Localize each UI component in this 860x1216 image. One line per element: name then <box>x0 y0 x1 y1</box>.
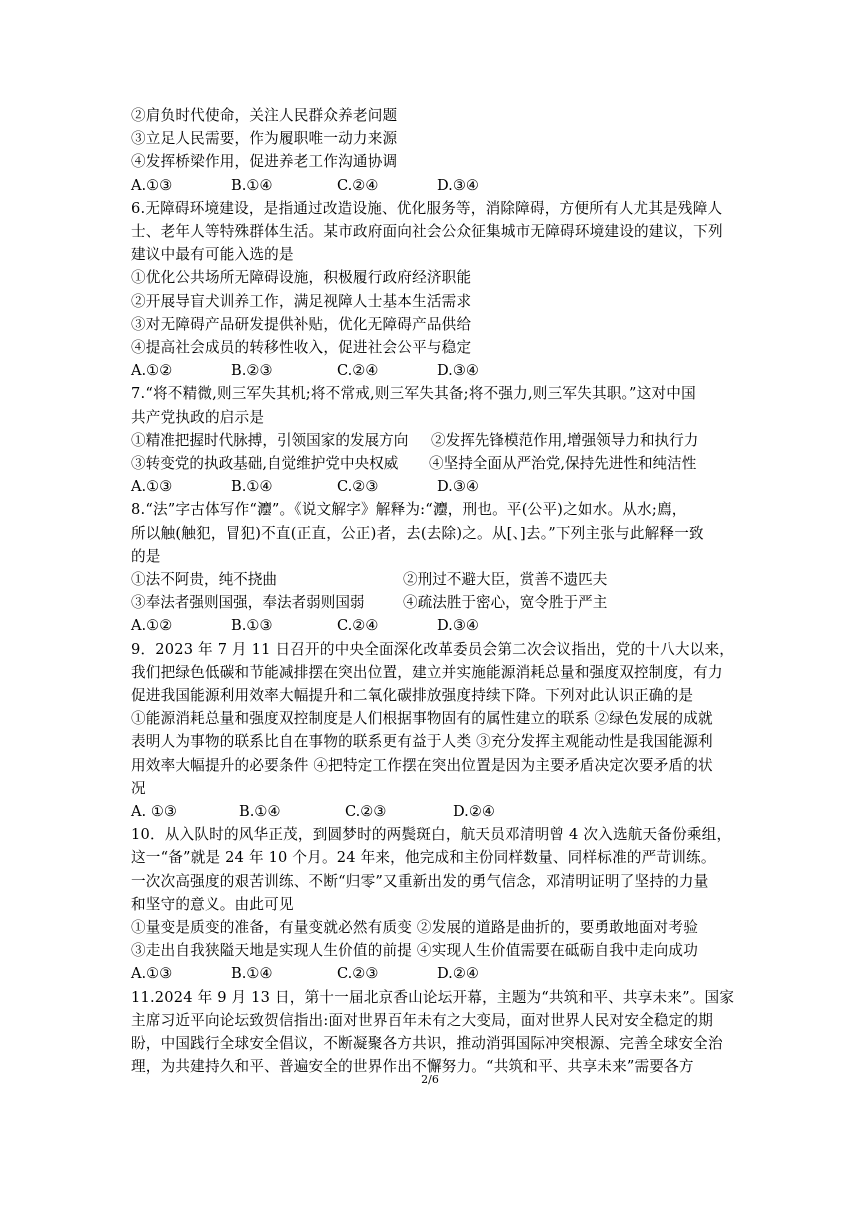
statement-left: ③转变党的执政基础,自觉维护党中央权威 <box>131 455 399 472</box>
statement-right: ④疏法胜于密心，宽令胜于严主 <box>403 594 608 612</box>
text-line: 建议中最有可能入选的是 <box>131 246 294 264</box>
text-line: 用效率大幅提升的必要条件 ④把特定工作摆在突出位置是因为主要矛盾决定次要矛盾的状 <box>131 756 713 774</box>
text-line: 11.2024 年 9 月 13 日，第十一届北京香山论坛开幕，主题为“共筑和平、共享未来”。国家 <box>131 988 735 1006</box>
page-number: 2/6 <box>421 1073 439 1086</box>
text-line: 况 <box>131 779 146 797</box>
answer-options <box>131 359 611 382</box>
text-line: 盼，中国践行全球安全倡议，不断凝聚各方共识，推动消弭国际冲突根源、完善全球安全治 <box>131 1035 723 1052</box>
text-line: 所以触(触犯，冒犯)不直(正直，公正)者，去(去除)之。从[、]去。”下列主张与此解释一致 <box>131 524 704 542</box>
option-c: C.②④ <box>337 617 379 635</box>
option-c: C.②④ <box>337 176 379 194</box>
text-line: ③走出自我狭隘天地是实现人生价值的前提 ④实现人生价值需要在砥砺自我中走向成功 <box>131 942 699 960</box>
text-line: 主席习近平向论坛致贺信指出:面对世界百年未有之大变局，面对世界人民对安全稳定的期 <box>131 1011 714 1029</box>
statement-right: ④坚持全面从严治党,保持先进性和纯洁性 <box>429 455 697 472</box>
option-a: A.①③ <box>131 965 173 983</box>
two-column-statements <box>131 591 731 614</box>
option-c: C.②④ <box>337 362 379 380</box>
two-column-statements <box>131 452 731 475</box>
text-line: 6.无障碍环境建设，是指通过改造设施、优化服务等，消除障碍，方便所有人尤其是残障人 <box>131 199 723 217</box>
text-line: 一次次高强度的艰苦训练、不断“归零”又重新出发的勇气信念，邓清明证明了坚持的力量 <box>131 872 709 890</box>
option-b: B.①③ <box>231 617 273 635</box>
text-line: ③对无障碍产品研发提供补贴，优化无障碍产品供给 <box>131 315 472 333</box>
option-c: C.②③ <box>337 965 379 983</box>
text-line: 共产党执政的启示是 <box>131 408 265 426</box>
answer-options <box>131 174 611 197</box>
text-line: 理，为共建持久和平、普遍安全的世界作出不懈努力。“共筑和平、共享未来”需要各方 <box>131 1058 694 1076</box>
text-line: 士、老年人等特殊群体生活。某市政府面向社会公众征集城市无障碍环境建设的建议，下列 <box>131 223 723 240</box>
text-line: 9．2023 年 7 月 11 日召开的中央全面深化改革委员会第二次会议指出，党的十八大以来， <box>131 640 735 658</box>
option-b: B.①④ <box>231 478 273 496</box>
answer-options <box>131 800 611 823</box>
text-line: ④发挥桥梁作用，促进养老工作沟通协调 <box>131 153 398 171</box>
statement-right: ②刑过不避大臣，赏善不遗匹夫 <box>403 571 608 588</box>
option-d: D.③④ <box>437 617 479 635</box>
option-b: B.①④ <box>231 965 273 983</box>
answer-options <box>131 614 611 637</box>
option-b: B.②③ <box>231 362 273 380</box>
statement-right: ②发挥先锋模范作用,增强领导力和执行力 <box>431 431 699 449</box>
text-line: ①优化公共场所无障碍设施，积极履行政府经济职能 <box>131 269 472 287</box>
option-c: C.②③ <box>337 478 379 496</box>
statement-left: ①法不阿贵，纯不挠曲 <box>131 571 277 588</box>
text-line: 我们把绿色低碳和节能减排摆在突出位置，建立并实施能源消耗总量和强度双控制度，有力 <box>131 663 723 681</box>
text-line: ①量变是质变的准备，有量变就必然有质变 ②发展的道路是曲折的，要勇敢地面对考验 <box>131 919 699 936</box>
statement-left: ①精准把握时代脉搏，引领国家的发展方向 <box>131 431 409 449</box>
text-line: 7.“将不精微,则三军失其机;将不常戒,则三军失其备;将不强力,则三军失其职。”这对中国 <box>131 385 696 403</box>
option-d: D.③④ <box>437 362 479 380</box>
text-line: ④提高社会成员的转移性收入，促进社会公平与稳定 <box>131 339 472 356</box>
option-d: D.③④ <box>437 176 479 194</box>
text-line: ②开展导盲犬训养工作，满足视障人士基本生活需求 <box>131 292 472 310</box>
text-line: 和坚守的意义。由此可见 <box>131 895 294 913</box>
text-line: 这一“备”就是 24 年 10 个月。24 年来，他完成和主份同样数量、同样标准的严苛训练。 <box>131 849 716 867</box>
answer-options <box>131 475 611 498</box>
text-line: ②肩负时代使命，关注人民群众养老问题 <box>131 107 398 124</box>
answer-options <box>131 962 611 985</box>
option-d: D.②④ <box>453 803 495 820</box>
two-column-statements <box>131 568 731 591</box>
option-a: A.①③ <box>131 478 173 496</box>
text-line: ③立足人民需要，作为履职唯一动力来源 <box>131 130 398 148</box>
text-line: 8.“法”字古体写作“灋”。《说文解字》解释为:“灋，刑也。平(公平)之如水。从水;廌， <box>131 501 687 519</box>
option-d: D.③④ <box>437 478 479 496</box>
option-b: B.①④ <box>239 803 281 820</box>
text-line: 表明人为事物的联系比自在事物的联系更有益于人类 ③充分发挥主观能动性是我国能源利 <box>131 733 713 751</box>
option-a: A.①② <box>131 362 173 380</box>
text-line: 的是 <box>131 547 161 565</box>
option-a: A.①② <box>131 617 173 635</box>
option-c: C.②③ <box>345 803 387 820</box>
option-a: A. ①③ <box>131 803 177 820</box>
option-d: D.②④ <box>437 965 479 983</box>
two-column-statements <box>131 429 731 452</box>
statement-left: ③奉法者强则国强，奉法者弱则国弱 <box>131 594 365 612</box>
text-line: 促进我国能源利用效率大幅提升和二氧化碳排放强度持续下降。下列对此认识正确的是 <box>131 687 694 704</box>
text-line: ①能源消耗总量和强度双控制度是人们根据事物固有的属性建立的联系 ②绿色发展的成就 <box>131 710 713 728</box>
option-a: A.①③ <box>131 176 173 194</box>
option-b: B.①④ <box>231 176 273 194</box>
text-line: 10．从入队时的风华正茂，到圆梦时的两鬓斑白，航天员邓清明曾 4 次入选航天备份乘组， <box>131 826 732 844</box>
